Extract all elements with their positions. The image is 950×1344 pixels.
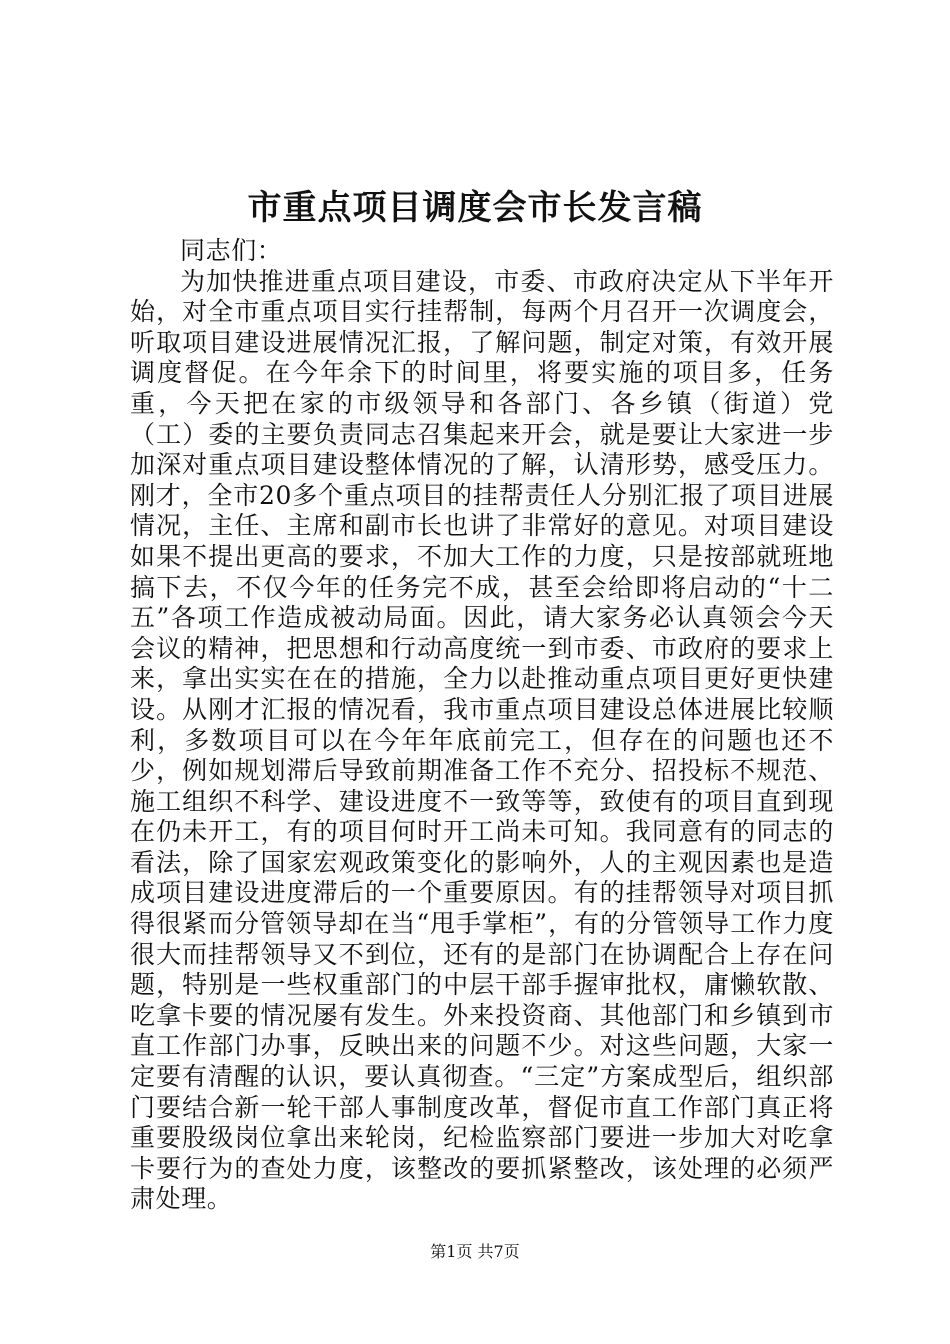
page-footer: 第1页 共7页: [430, 1242, 520, 1261]
body-paragraph: 为加快推进重点项目建设，市委、市政府决定从下半年开始，对全市重点项目实行挂帮制，每两个月召开一次调度会，听取项目建设进展情况汇报，了解问题，制定对策，有效开展调度督促。在今年余下的时间里，将要实施的项目多，任务重，今天把在家的市级领导和各部门、各乡镇（街道）党（工）委的主要负责同志召集起来开会，就是要让大家进一步加深对重点项目建设整体情况的了解，认清形势，感受压力。刚才，全市20多个重点项目的挂帮责任人分别汇报了项目进展情况，主任、主席和副市长也讲了非常好的意见。对项目建设如果不提出更高的要求，不加大工作的力度，只是按部就班地搞下去，不仅今年的任务完不成，甚至会给即将启动的“十二五”各项工作造成被动局面。因此，请大家务必认真领会今天会议的精神，把思想和行动高度统一到市委、市政府的要求上来，拿出实实在在的措施，全力以赴推动重点项目更好更快建设。从刚才汇报的情况看，我市重点项目建设总体进展比较顺利，多数项目可以在今年年底前完工，但存在的问题也还不少，例如规划滞后导致前期准备工作不充分、招投标不规范、施工组织不科学、建设进度不一致等等，致使有的项目直到现在仍未开工，有的项目何时开工尚未可知。我同意有的同志的看法，除了国家宏观政策变化的影响外，人的主观因素也是造成项目建设进度滞后的一个重要原因。有的挂帮领导对项目抓得很紧而分管领导却在当“甩手掌柜”，有的分管领导工作力度很大而挂帮领导又不到位，还有的是部门在协调配合上存在问题，特别是一些权重部门的中层干部手握审批权，庸懒软散、吃拿卡要的情况屡有发生。外来投资商、其他部门和乡镇到市直工作部门办事，反映出来的问题不少。对这些问题，大家一定要有清醒的认识，要认真彻查。“三定”方案成型后，组织部门要结合新一轮干部人事制度改革，督促市直工作部门真正将重要股级岗位拿出来轮岗，纪检监察部门要进一步加大对吃拿卡要行为的查处力度，该整改的要抓紧整改，该处理的必须严肃处理。: [130, 266, 834, 1214]
document-body: [130, 236, 834, 1215]
document-title: 市重点项目调度会市长发言稿: [247, 188, 703, 228]
salutation: 同志们：: [180, 236, 283, 265]
